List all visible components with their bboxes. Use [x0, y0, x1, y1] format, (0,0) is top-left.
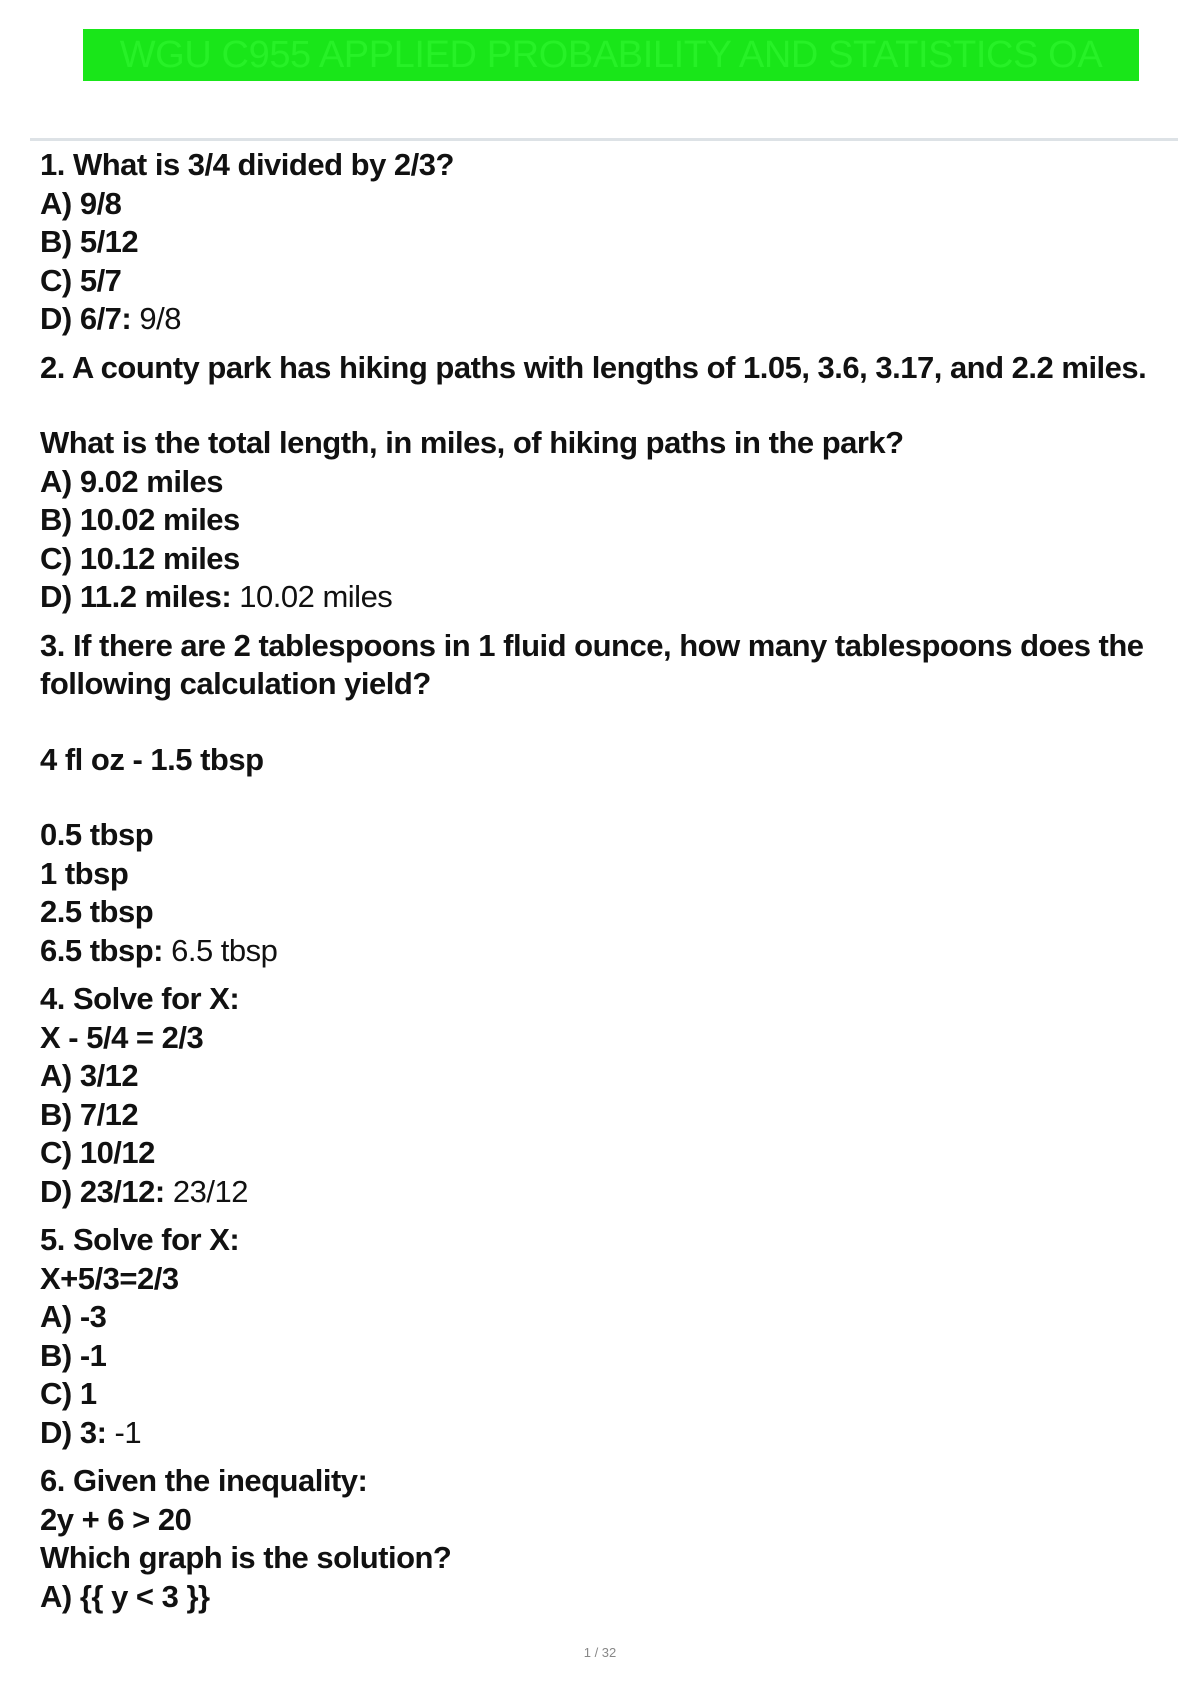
question-block [40, 980, 1170, 1211]
question-text: 1. What is 3/4 divided by 2/3? [40, 147, 454, 182]
final-option-line [40, 300, 1170, 339]
question-block [40, 349, 1170, 617]
question-line: B) -1 [40, 1337, 107, 1373]
question-line: C) 10.12 miles [40, 540, 240, 576]
option-label: 6.5 tbsp: [40, 932, 163, 968]
final-option-line [40, 578, 1170, 617]
question-line: 0.5 tbsp [40, 817, 154, 852]
option-label: D) 11.2 miles: [40, 579, 232, 614]
final-option-line [40, 1173, 1170, 1212]
question-text: 6. Given the inequality: [40, 1463, 368, 1498]
blank-line [40, 387, 1170, 424]
question-text: 2. A county park has hiking paths with lengths of 1.05, 3.6, 3.17, and 2.2 miles. [40, 349, 1147, 385]
question-block [40, 146, 1170, 339]
question-line: Which graph is the solution? [40, 1540, 452, 1575]
question-block [40, 627, 1170, 971]
question-line: X - 5/4 = 2/3 [40, 1019, 204, 1055]
question-text: 3. If there are 2 tablespoons in 1 fluid ounce, how many tablespoons does the following calculation yield? [40, 627, 1144, 701]
question-line: 1 tbsp [40, 855, 129, 891]
question-line: B) 10.02 miles [40, 502, 240, 537]
question-line: C) 1 [40, 1376, 97, 1411]
question-line: 2.5 tbsp [40, 894, 154, 929]
answer-text: 9/8 [139, 301, 181, 336]
question-line: B) 7/12 [40, 1096, 139, 1132]
question-line: A) 9/8 [40, 185, 122, 221]
question-text: 4. Solve for X: [40, 981, 240, 1016]
question-line: A) -3 [40, 1299, 107, 1334]
question-text: 5. Solve for X: [40, 1222, 240, 1257]
answer-text: 23/12 [172, 1173, 248, 1209]
question-line: B) 5/12 [40, 224, 139, 259]
question-line: 4 fl oz - 1.5 tbsp [40, 741, 264, 777]
option-label: D) 23/12: [40, 1173, 165, 1209]
final-option-line [40, 1414, 1170, 1453]
answer-text: 10.02 miles [239, 579, 393, 614]
title-banner [83, 29, 1139, 81]
blank-line [40, 704, 1170, 741]
final-option-line [40, 932, 1170, 971]
option-label: D) 3: [40, 1414, 107, 1450]
answer-text: 6.5 tbsp [171, 932, 278, 968]
question-line: C) 10/12 [40, 1135, 155, 1170]
page-indicator: 1 / 32 [583, 1645, 617, 1660]
question-block [40, 1221, 1170, 1452]
option-label: D) 6/7: [40, 301, 132, 336]
question-list [40, 146, 1170, 1616]
question-line: A) 3/12 [40, 1058, 139, 1093]
document-title: WGU C955 APPLIED PROBABILITY AND STATISTICS OA [119, 33, 1103, 76]
question-line: X+5/3=2/3 [40, 1260, 179, 1296]
header-divider [30, 138, 1178, 141]
question-block [40, 1462, 1170, 1616]
blank-line [40, 779, 1170, 816]
question-line: A) {{ y < 3 }} [40, 1578, 210, 1614]
question-line: C) 5/7 [40, 262, 122, 298]
question-line: 2y + 6 > 20 [40, 1501, 192, 1537]
question-line: A) 9.02 miles [40, 463, 224, 499]
answer-text: -1 [114, 1414, 142, 1450]
question-line: What is the total length, in miles, of hiking paths in the park? [40, 425, 904, 460]
